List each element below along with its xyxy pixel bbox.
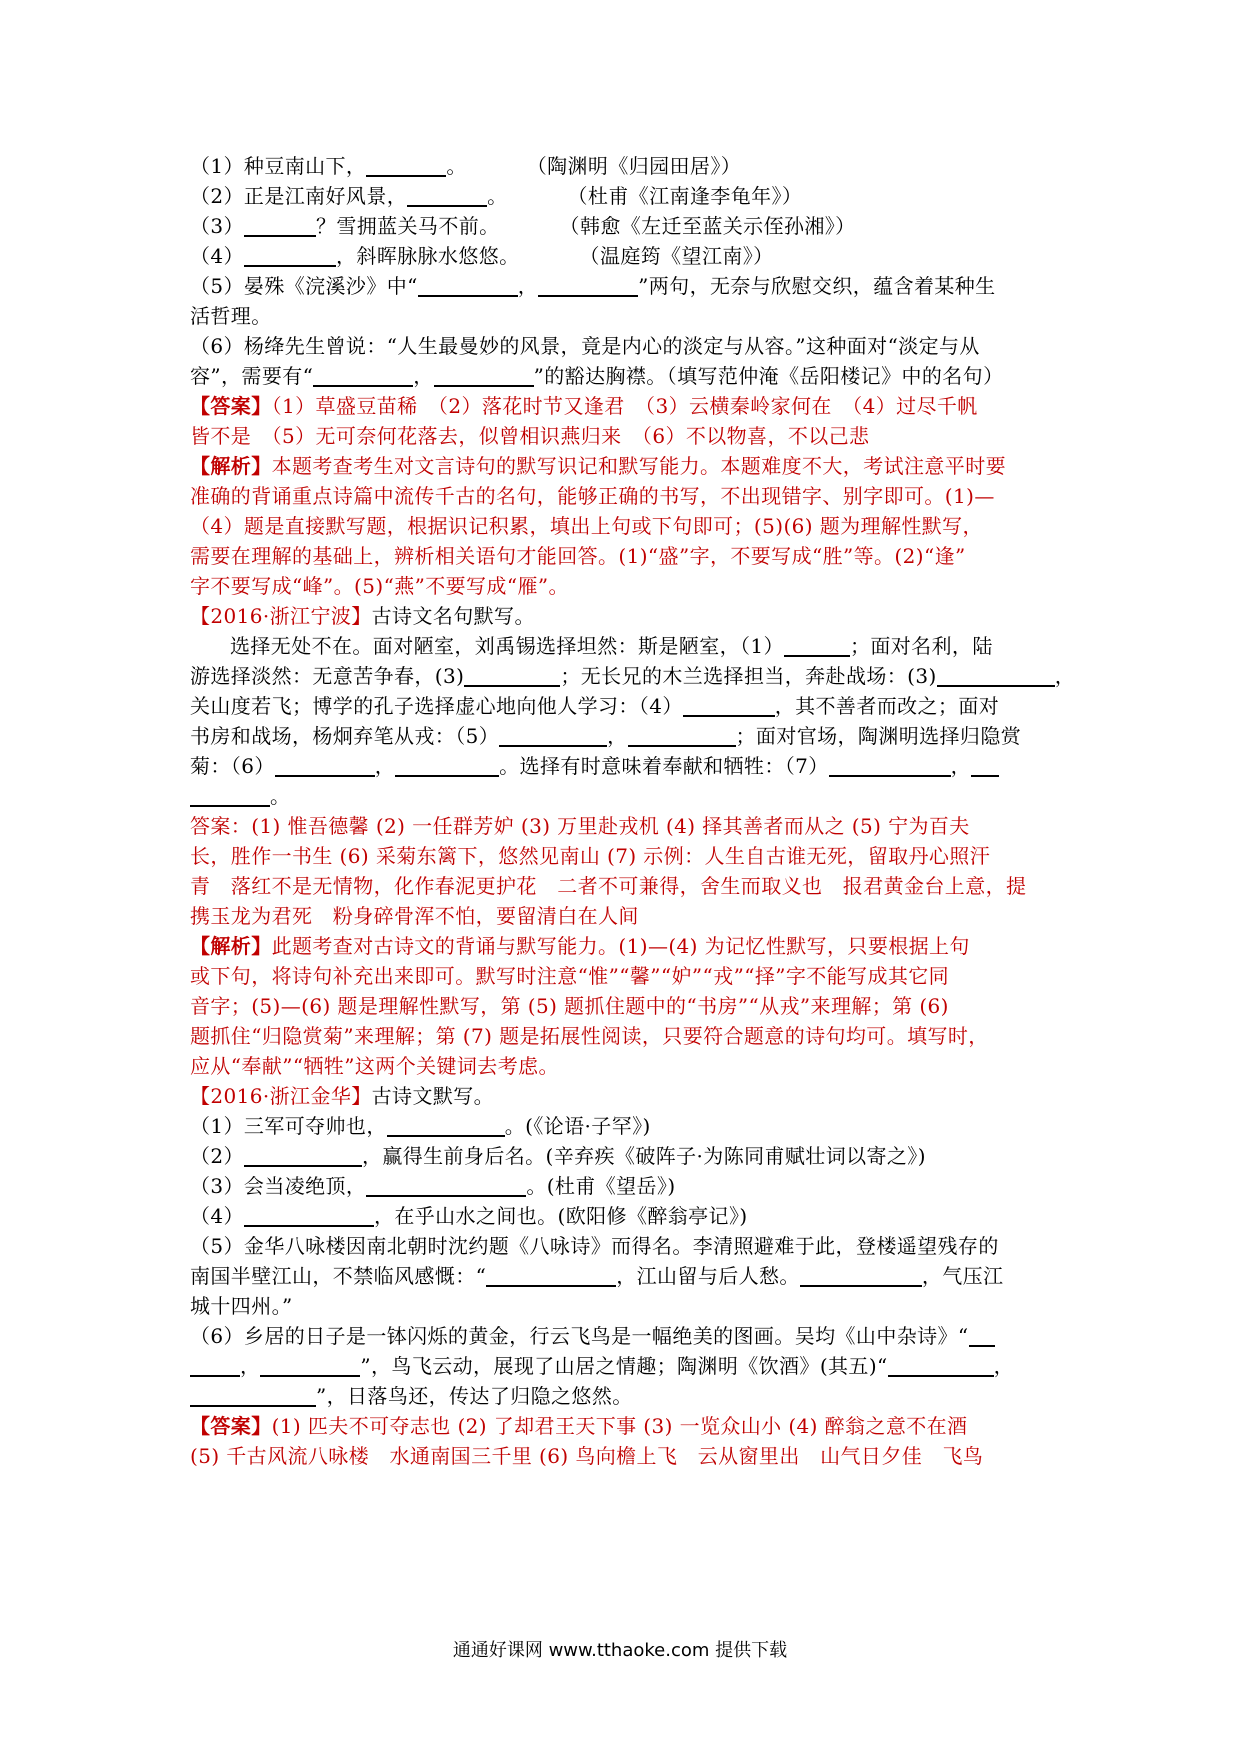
answer-text: (1) 匹夫不可夺志也 (2) 了却君王天下事 (3) 一览众山小 (4) 醉翁之意不在酒 [271,1414,968,1438]
q1-answer-line-2: 皆不是 （5）无可奈何花落去，似曾相识燕归来 （6）不以物喜，不以己悲 [190,424,870,448]
text: ”两句，无奈与欣慰交织，蕴含着某种生 [638,274,996,298]
text: 。 [270,784,291,808]
q1-analysis-line-5: 字不要写成“峰”。(5)“燕”不要写成“雁”。 [190,574,569,598]
analysis-text: 此题考查对古诗文的背诵与默写能力。(1)—(4) 为记忆性默写，只要根据上句 [271,934,970,958]
q1-line-5 [190,270,1060,302]
text: 游选择淡然：无意苦争春，(3) [190,664,465,688]
q2-line-4 [190,720,1060,752]
answer-blank[interactable] [829,753,951,777]
q2-header [190,600,1060,632]
text: （5）晏殊《浣溪沙》中“ [190,274,418,298]
analysis-tag: 【解析】 [190,934,272,958]
q2-answer-line-3: 青 落红不是无情物，化作春泥更护花 二者不可兼得，舍生而取义也 报君黄金台上意，提 [190,874,1027,898]
text: 。 [446,154,467,178]
answer-blank[interactable] [366,153,446,177]
q2-analysis-line-3: 音字；(5)—(6) 题是理解性默写，第 (5) 题抓住题中的“书房”“从戎”来理解；第 (6) [190,994,949,1018]
text: （1）种豆南山下， [190,154,367,178]
text: （4） [190,1204,244,1228]
answer-blank[interactable] [784,633,850,657]
answer-blank[interactable] [486,1263,616,1287]
answer-blank[interactable] [244,1143,362,1167]
answer-blank[interactable] [407,183,487,207]
answer-blank[interactable] [888,1353,994,1377]
text: 菊：（6） [190,754,275,778]
source-citation: （温庭筠《望江南》） [579,244,774,268]
q3-line-5: （5）金华八咏楼因南北朝时沈约题《八咏诗》而得名。李清照避难于此，登楼遥望残存的 [190,1234,999,1258]
answer-blank[interactable] [434,363,534,387]
q3-answer-line-2: (5) 千古风流八咏楼 水通南国三千里 (6) 鸟向檐上飞 云从窗里出 山气日夕佳 飞鸟 [190,1444,984,1468]
q1-analysis-line-1 [190,450,1060,482]
source-citation: （韩愈《左迁至蓝关示侄孙湘》） [559,214,856,238]
text: 。(杜甫《望岳》) [526,1174,676,1198]
text: ；面对官场，陶渊明选择归隐赏 [735,724,1022,748]
answer-blank[interactable] [366,1173,526,1197]
text: （2） [190,1144,244,1168]
q1-line-2 [190,180,1060,212]
answer-blank[interactable] [244,1203,374,1227]
answer-blank[interactable] [971,753,999,777]
text: 选择无处不在。面对陋室，刘禹锡选择坦然：斯是陋室，（1） [230,634,784,658]
text: ，赢得生前身后名。(辛弃疾《破阵子·为陈同甫赋壮词以寄之》) [361,1144,926,1168]
footer-source: 通通好课网 www.tthaoke.com 提供下载 [452,1640,788,1661]
text: （1）三军可夺帅也， [190,1114,387,1138]
answer-blank[interactable] [937,663,1055,687]
text: 。 [487,184,508,208]
answer-blank[interactable] [499,723,607,747]
text: 。(《论语·子罕》) [504,1114,651,1138]
q1-analysis-line-3: （4）题是直接默写题，根据识记积累，填出上句或下句即可；(5)(6) 题为理解性默写， [190,514,983,538]
source-tag: 【2016·浙江金华】 [190,1084,372,1108]
q2-analysis-line-5: 应从“奉献”“牺牲”这两个关键词去考虑。 [190,1054,559,1078]
text: （3） [190,214,244,238]
text: ？雪拥蓝关马不前。 [315,214,500,238]
text: ，气压江 [921,1264,1004,1288]
answer-blank[interactable] [683,693,775,717]
q2-analysis-line-1 [190,930,1060,962]
answer-blank[interactable] [313,363,413,387]
answer-blank[interactable] [190,1353,240,1377]
text: ， [374,754,396,778]
analysis-tag: 【解析】 [190,454,272,478]
text: 南国半壁江山，不禁临风感慨：“ [190,1264,487,1288]
q1-line-3 [190,210,1060,242]
text: ，斜晖脉脉水悠悠。 [335,244,520,268]
q3-line-10 [190,1380,1060,1412]
text: ， [607,724,628,748]
text: 容”，需要有“ [190,364,314,388]
answer-blank[interactable] [260,1353,360,1377]
answer-blank[interactable] [464,663,560,687]
answer-blank[interactable] [418,273,518,297]
q1-line-8 [190,360,1060,392]
text: ”，鸟飞云动，展现了山居之情趣；陶渊明《饮酒》(其五)“ [360,1354,888,1378]
answer-blank[interactable] [244,213,316,237]
text: ；面对名利，陆 [849,634,993,658]
source-citation: （杜甫《江南逢李龟年》） [567,184,803,208]
text: ”的豁达胸襟。（填写范仲淹《岳阳楼记》中的名句） [533,364,1004,388]
q1-analysis-line-2: 准确的背诵重点诗篇中流传千古的名句，能够正确的书写，不出现错字、别字即可。(1)— [190,484,995,508]
q2-analysis-line-2: 或下句，将诗句补充出来即可。默写时注意“惟”“馨”“妒”“戎”“择”字不能写成其它同 [190,964,950,988]
answer-blank[interactable] [628,723,736,747]
q2-line-3 [190,690,1060,722]
answer-text: （1）草盛豆苗稀 （2）落花时节又逢君 （3）云横秦岭家何在 （4）过尽千帆 [271,394,978,418]
q3-line-2 [190,1140,1060,1172]
text: ， [413,364,434,388]
text: ；无长兄的木兰选择担当，奔赴战场：(3) [560,664,937,688]
q2-answer-line-2: 长，胜作一书生 (6) 采菊东篱下，悠然见南山 (7) 示例：人生自古谁无死，留取丹心照汗 [190,844,991,868]
answer-blank[interactable] [190,1383,316,1407]
text: ， [1054,664,1076,688]
text: 关山度若飞；博学的孔子选择虚心地向他人学习：（4） [190,694,683,718]
q3-header [190,1080,1060,1112]
answer-tag: 【答案】 [190,394,272,418]
q2-line-6 [190,780,1060,812]
answer-blank[interactable] [395,753,499,777]
q1-line-6: 活哲理。 [190,304,272,328]
text: ，在乎山水之间也。(欧阳修《醉翁亭记》) [373,1204,748,1228]
q1-line-4 [190,240,1060,272]
text: （6）乡居的日子是一钵闪烁的黄金，行云飞鸟是一幅绝美的图画。吴均《山中杂诗》“ [190,1324,969,1348]
answer-tag: 【答案】 [190,1414,272,1438]
source-tag: 【2016·浙江宁波】 [190,604,372,628]
text: ， [950,754,972,778]
answer-blank[interactable] [275,753,375,777]
q3-line-7: 城十四州。” [190,1294,293,1318]
q3-line-8 [190,1320,1060,1352]
text: ”，日落鸟还，传达了归隐之悠然。 [316,1384,633,1408]
q3-line-1 [190,1110,1060,1142]
text: 。选择有时意味着奉献和牺牲：（7） [499,754,829,778]
answer-blank[interactable] [538,273,638,297]
answer-blank[interactable] [190,783,270,807]
q2-analysis-line-4: 题抓住“归隐赏菊”来理解；第 (7) 题是拓展性阅读，只要符合题意的诗句均可。填写时， [190,1024,989,1048]
q2-line-1 [190,630,1060,662]
answer-blank[interactable] [969,1323,995,1347]
text: （2）正是江南好风景， [190,184,408,208]
answer-blank[interactable] [244,243,336,267]
q3-line-4 [190,1200,1060,1232]
q3-line-3 [190,1170,1060,1202]
analysis-text: 本题考查考生对文言诗句的默写识记和默写能力。本题难度不大，考试注意平时要 [271,454,1007,478]
text: 书房和战场，杨炯弃笔从戎：（5） [190,724,500,748]
text: ，江山留与后人愁。 [616,1264,800,1288]
text: （4） [190,244,244,268]
text: （3）会当凌绝顶， [190,1174,367,1198]
q1-answer-line-1 [190,390,1060,422]
text: ， [517,274,539,298]
q1-analysis-line-4: 需要在理解的基础上，辨析相关语句才能回答。(1)“盛”字，不要写成“胜”等。(2)“逢” [190,544,966,568]
q1-line-7: （6）杨绛先生曾说：“人生最曼妙的风景，竟是内心的淡定与从容。”这种面对“淡定与从 [190,334,980,358]
answer-blank[interactable] [387,1113,505,1137]
q3-line-9: ， ”，鸟飞云动，展现了山居之情趣；陶渊明《饮酒》(其五)“ ， [190,1350,1060,1382]
q2-answer-line-4: 携玉龙为君死 粉身碎骨浑不怕，要留清白在人间 [190,904,639,928]
question-title: 古诗文名句默写。 [371,604,535,628]
answer-blank[interactable] [800,1263,922,1287]
q3-answer-line-1 [190,1410,1060,1442]
question-title: 古诗文默写。 [371,1084,495,1108]
q1-line-1 [190,150,1060,182]
q2-line-2 [190,660,1076,692]
q3-line-6 [190,1260,1060,1292]
text: ，其不善者而改之；面对 [774,694,1000,718]
text: ， [240,1354,261,1378]
q2-line-5 [190,750,1060,782]
q2-answer-line-1: 答案：(1) 惟吾德馨 (2) 一任群芳妒 (3) 万里赴戎机 (4) 择其善者而从之 (5) 宁为百夫 [190,814,970,838]
source-citation: （陶渊明《归园田居》） [526,154,742,178]
